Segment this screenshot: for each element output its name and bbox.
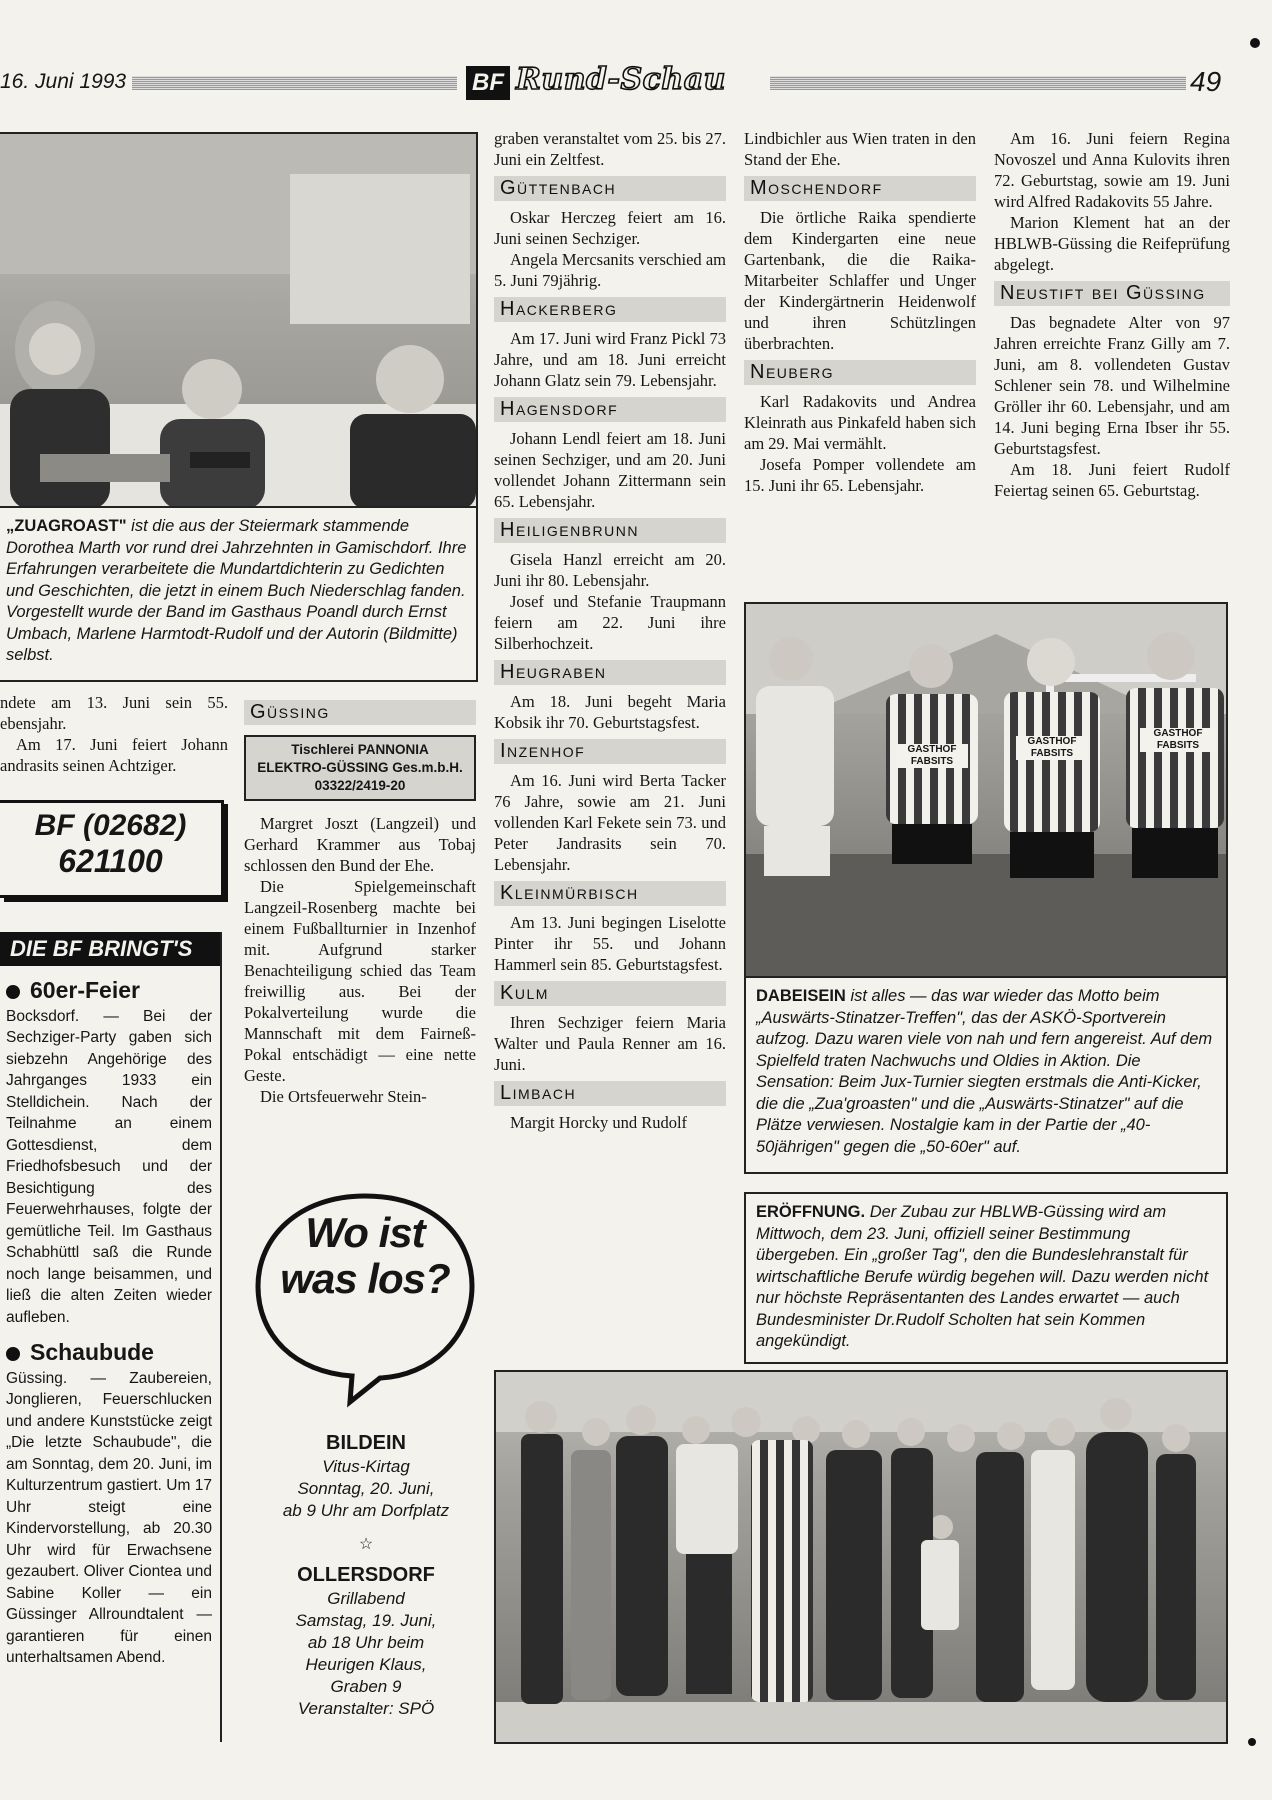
hagensdorf-heading: Hagensdorf — [494, 397, 726, 422]
heugraben-p1: Am 18. Juni begeht Maria Kobsik ihr 70. Geburtstagsfest. — [494, 692, 726, 732]
heugraben-heading: Heugraben — [494, 660, 726, 685]
woistwas-events — [250, 1432, 482, 1720]
photo3-frame — [494, 1370, 1228, 1744]
page-number: 49 — [1190, 66, 1222, 97]
neuberg-heading: Neuberg — [744, 360, 976, 385]
col5-p1: Am 16. Juni feiern Regina Novoszel und Anna Kulovits ihren 72. Geburtstag, sowie am 19. Juni wird Alfred Radakovits 55 Jahre. — [994, 129, 1230, 211]
bringts-item1 — [0, 966, 220, 1669]
bf-phone-line1: BF (02682) — [34, 809, 187, 842]
column-guessing — [244, 694, 476, 1107]
event1-line2: Sonntag, 20. Juni, — [297, 1479, 435, 1498]
woistwas-bubble — [250, 1188, 480, 1408]
kulm-p1: Ihren Sechziger feiern Maria Walter und Paula Renner am 16. Juni. — [494, 1013, 726, 1074]
bf-phone-box — [0, 800, 224, 898]
guettenbach-heading: Güttenbach — [494, 176, 726, 201]
moschendorf-p1: Die örtliche Raika spendierte dem Kindergarten eine neue Gartenbank, die die Raika-Mitarbeiter Schlaffer und Unger der Kindergärtnerin Heidenwolf und ihren Schützlingen überbrachten. — [744, 208, 976, 353]
header-rule-left — [132, 76, 457, 90]
heiligenbrunn-p2: Josef und Stefanie Traupmann feiern am 22. Juni ihre Silberhochzeit. — [494, 592, 726, 653]
neuberg-p2: Josefa Pomper vollendete am 15. Juni ihr 65. Lebensjahr. — [744, 455, 976, 495]
photo2-caption-lead: DABEISEIN — [756, 987, 846, 1005]
photo1-caption-lead: „ZUAGROAST" — [6, 517, 127, 535]
column-3 — [494, 128, 726, 1133]
hackerberg-heading: Hackerberg — [494, 297, 726, 322]
eroeffnung-box — [744, 1192, 1228, 1364]
neustift-p2: Am 18. Juni feiert Rudolf Feiertag seinen 65. Geburtstag. — [994, 460, 1230, 500]
photo2-image — [746, 604, 1226, 976]
col4-intro: Lindbichler aus Wien traten in den Stand der Ehe. — [744, 129, 976, 169]
neustift-p1: Das begnadete Alter von 97 Jahren erreichte Franz Gilly am 7. Juni, am 8. vollendeten Gustav Schlener sein 78. und Wilhelmine Gröller ihr 60. Lebensjahr, und am 14. Juni beging Erna Ibser ihr 55. Geburtstagsfest. — [994, 313, 1230, 458]
guettenbach-p2: Angela Mercsanits verschied am 5. Juni 79jährig. — [494, 250, 726, 290]
eroeffnung-lead: ERÖFFNUNG. — [756, 1203, 866, 1221]
kleinmuerbisch-p1: Am 13. Juni begingen Liselotte Pinter ihr 55. und Johann Hammerl sein 85. Geburtstagsfest. — [494, 913, 726, 974]
photo2-caption — [756, 986, 1218, 1158]
photo1-frame — [0, 132, 478, 682]
margin-mark-top — [1250, 38, 1260, 48]
kleinmuerbisch-heading: Kleinmürbisch — [494, 881, 726, 906]
bf-phone-line2: 621100 — [58, 843, 163, 879]
bringts-item1-heading — [6, 977, 212, 1003]
event2-line3: ab 18 Uhr beim — [307, 1633, 425, 1652]
bf-logo: BF — [466, 66, 510, 100]
bringts-title: DIE BF BRINGT'S — [0, 932, 220, 966]
guessing-p1: Margret Joszt (Langzeil) und Gerhard Krammer aus Tobaj schlossen den Bund der Ehe. — [244, 814, 476, 875]
eroeffnung-body: Der Zubau zur HBLWB-Güssing wird am Mittwoch, dem 23. Juni, offiziell seiner Bestimmung übergeben. Ein „großer Tag", den die Bundeslehranstalt für wirtschaftliche Berufe würdig begehen will. Dazu werden nicht nur höchste Repräsentanten des Landes erwartet — auch Bundesminister Dr.Rudolf Scholten hat sein Kommen angekündigt. — [756, 1203, 1209, 1350]
event1-line3: ab 9 Uhr am Dorfplatz — [282, 1501, 450, 1520]
shirt-label-1: GASTHOF FABSITS — [896, 744, 968, 768]
event1-place: BILDEIN — [326, 1432, 406, 1454]
heiligenbrunn-heading: Heiligenbrunn — [494, 518, 726, 543]
photo1-caption-text: ist die aus der Steiermark stammende Dorothea Marth vor rund drei Jahrzehnten in Gamischdorf. Ihre Erfahrungen verarbeitete die Mundartdichterin zu Gedichten und Geschichten, die jetzt in einem Buch Niederschlag fanden. Vorgestellt wurde der Band im Gasthaus Poandl durch Ernst Umbach, Marlene Harmtodt-Rudolf und der Autorin (Bildmitte) selbst. — [6, 517, 467, 664]
photo1-image — [0, 134, 476, 506]
left-fragment-p1: ndete am 13. Juni sein 55. ebensjahr. — [0, 693, 228, 733]
bullet-icon — [6, 985, 20, 999]
eroeffnung-text — [756, 1202, 1218, 1353]
bullet-icon — [6, 1347, 20, 1361]
inzenhof-p1: Am 16. Juni wird Berta Tacker 76 Jahre, sowie am 21. Juni vollenden Karl Fekete sein 73. und Peter Jandrasits sein 70. Lebensjahr. — [494, 771, 726, 874]
bringts-item2-text: Güssing. — Zaubereien, Jonglieren, Feuerschlucken und andere Kunststücke zeigt „Die letzte Schaubude", die am Sonntag, dem 20. Juni, im Kulturzentrum gastiert. Um 17 Uhr steigt eine Kindervorstellung, ab 20.30 Uhr wird für Erwachsene gezaubert. Oliver Ciontea und Sabine Koller — ein Güssinger Allroundtalent — garantieren für einen unterhaltsamen Abend. — [6, 1369, 212, 1666]
guettenbach-p1: Oskar Herczeg feiert am 16. Juni seinen Sechziger. — [494, 208, 726, 248]
page-header — [0, 62, 1272, 102]
col3-intro: graben veranstaltet vom 25. bis 27. Juni ein Zeltfest. — [494, 129, 726, 169]
limbach-p1: Margit Horcky und Rudolf — [510, 1113, 688, 1132]
woistwas-title: Wo ist was los? — [280, 1209, 450, 1302]
photo1-divider — [0, 506, 476, 508]
photo3-scene — [496, 1372, 1226, 1742]
kulm-heading: Kulm — [494, 981, 726, 1006]
left-fragment-p2: Am 17. Juni feiert Johann andrasits seinen Achtziger. — [0, 735, 228, 775]
photo2-divider — [746, 976, 1226, 978]
pannonia-ad — [244, 735, 476, 801]
hackerberg-p1: Am 17. Juni wird Franz Pickl 73 Jahre, und am 18. Juni erreicht Johann Glatz sein 79. Lebensjahr. — [494, 329, 726, 390]
guessing-p3: Die Ortsfeuerwehr Stein- — [260, 1087, 427, 1106]
photo2-frame — [744, 602, 1228, 1174]
column-4 — [744, 128, 976, 496]
event2-line4: Heurigen Klaus, — [305, 1655, 427, 1674]
photo2-scene — [746, 604, 1226, 976]
photo1-caption — [6, 516, 468, 667]
star-icon: ☆ — [358, 1536, 374, 1553]
event2-line2: Samstag, 19. Juni, — [295, 1611, 437, 1630]
header-rule-right — [770, 76, 1186, 90]
event2-place: OLLERSDORF — [297, 1564, 435, 1586]
col5-p2: Marion Klement hat an der HBLWB-Güssing die Reifeprüfung abgelegt. — [994, 213, 1230, 274]
guessing-p2: Die Spielgemeinschaft Langzeil-Rosenberg machte bei einem Fußballturnier in Inzenhof mit. Aufgrund starker Benachteiligung schied das Team freiwillig aus. Bei der Pokalverteilung wurde die Mannschaft mit dem Fairneß-Pokal entschädigt — eine nette Geste. — [244, 877, 476, 1085]
event1-line1: Vitus-Kirtag — [322, 1457, 410, 1476]
event2-line1: Grillabend — [327, 1589, 405, 1608]
photo2-caption-text: ist alles — das war wieder das Motto beim „Auswärts-Stinatzer-Treffen", das der ASKÖ-Sportverein aufzog. Dazu waren viele von nah und fern angereist. Auf dem Spielfeld traten Nachwuchs und Oldies in Aktion. Die Sensation: Beim Jux-Turnier siegten erstmals die Anti-Kicker, die die „Zua'groasten" und die „Auswärts-Stinatzer" auf die Plätze verwiesen. Nostalgie kam in der Partie der „40-50jährigen" gegen die „50-60er" auf. — [756, 987, 1213, 1156]
photo1-scene — [0, 134, 476, 506]
bringts-item2-title: Schaubude — [30, 1339, 154, 1365]
bringts-column — [0, 932, 222, 1742]
bringts-item1-text: Bocksdorf. — Bei der Sechziger-Party gaben sich siebzehn Angehörige des Jahrganges 1933 ein Stelldichein. Nach der Teilnahme an einem Gottesdienst, dem Friedhofsbesuch und der Besichtigung des Feuerwehrhauses, folgte der gemütliche Teil. Im Gasthaus Schabhüttl saß die Runde noch lange beisammen, und ließ die alten Zeiten wieder aufleben. — [6, 1007, 212, 1326]
margin-mark-bottom — [1248, 1738, 1256, 1746]
hagensdorf-p1: Johann Lendl feiert am 18. Juni seinen Sechziger, und am 20. Juni vollendet Johann Zittermann sein 65. Lebensjahr. — [494, 429, 726, 511]
neustift-heading: Neustift bei Güssing — [994, 281, 1230, 306]
pannonia-ad-line1: Tischlerei PANNONIA — [291, 742, 429, 757]
inzenhof-heading: Inzenhof — [494, 739, 726, 764]
shirt-label-2: GASTHOF FABSITS — [1016, 736, 1088, 760]
event2-line6: Veranstalter: SPÖ — [297, 1699, 435, 1718]
photo3-image — [496, 1372, 1226, 1742]
column-5 — [994, 128, 1230, 501]
moschendorf-heading: Moschendorf — [744, 176, 976, 201]
limbach-heading: Limbach — [494, 1081, 726, 1106]
pannonia-ad-line3: 03322/2419-20 — [314, 778, 406, 793]
guessing-heading: Güssing — [244, 700, 476, 725]
shirt-label-3: GASTHOF FABSITS — [1140, 728, 1216, 752]
issue-date: 16. Juni 1993 — [0, 70, 127, 93]
left-fragment — [0, 692, 228, 776]
section-title: Rund-Schau — [516, 62, 726, 97]
pannonia-ad-line2: ELEKTRO-GÜSSING Ges.m.b.H. — [257, 760, 463, 775]
bringts-item1-title: 60er-Feier — [30, 977, 140, 1003]
bringts-item2-heading — [6, 1339, 212, 1365]
neuberg-p1: Karl Radakovits und Andrea Kleinrath aus Pinkafeld haben sich am 29. Mai vermählt. — [744, 392, 976, 453]
event2-line5: Graben 9 — [330, 1677, 402, 1696]
heiligenbrunn-p1: Gisela Hanzl erreicht am 20. Juni ihr 80. Lebensjahr. — [494, 550, 726, 590]
